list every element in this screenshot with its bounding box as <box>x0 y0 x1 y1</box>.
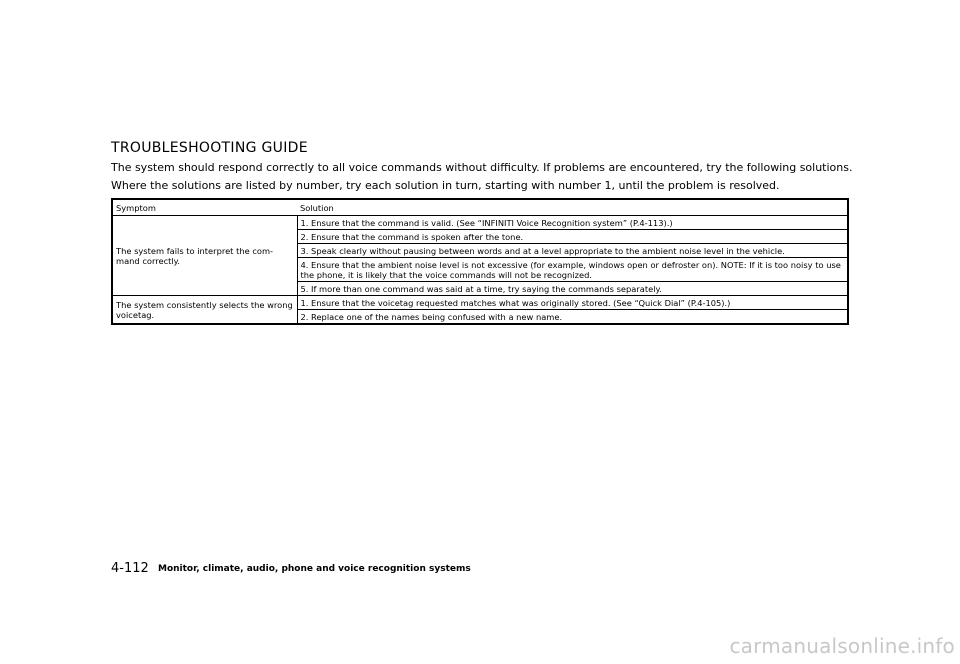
table-row <box>112 215 848 229</box>
solution-cell: 2. Ensure that the command is spoken after the tone. <box>297 229 848 243</box>
section-title: TROUBLESHOOTING GUIDE <box>111 140 308 156</box>
solution-cell: 1. Ensure that the command is valid. (See “INFINITI Voice Recognition system” (P.4-113).) <box>297 215 848 229</box>
table-row <box>112 295 848 309</box>
solution-cell: 4. Ensure that the ambient noise level is not excessive (for example, windows open or defroster on). NOTE: If it is too noisy to use the phone, it is likely that the voice commands will not be recognized. <box>297 257 848 281</box>
solution-cell: 3. Speak clearly without pausing between words and at a level appropriate to the ambient noise level in the vehicle. <box>297 243 848 257</box>
symptom-cell: The system consistently selects the wrong voicetag. <box>112 295 297 324</box>
intro-paragraph-line-2: Where the solutions are listed by number, try each solution in turn, starting with number 1, until the problem is resolved. <box>111 179 780 192</box>
chapter-title: Monitor, climate, audio, phone and voice recognition systems <box>158 564 471 574</box>
symptom-cell: The system fails to interpret the com-mand correctly. <box>112 215 297 295</box>
column-header-symptom: Symptom <box>112 199 297 215</box>
intro-paragraph-line-1: The system should respond correctly to all voice commands without difficulty. If problems are encountered, try the following solutions. <box>111 161 853 174</box>
table-header-row <box>112 199 848 215</box>
troubleshooting-table <box>111 198 849 325</box>
page-number: 4-112 <box>111 561 149 576</box>
column-header-solution: Solution <box>297 199 848 215</box>
watermark: carmanualsonline.info <box>729 634 955 658</box>
solution-cell: 1. Ensure that the voicetag requested matches what was originally stored. (See “Quick Dial” (P.4-105).) <box>297 295 848 309</box>
solution-cell: 2. Replace one of the names being confused with a new name. <box>297 309 848 324</box>
solution-cell: 5. If more than one command was said at a time, try saying the commands separately. <box>297 281 848 295</box>
